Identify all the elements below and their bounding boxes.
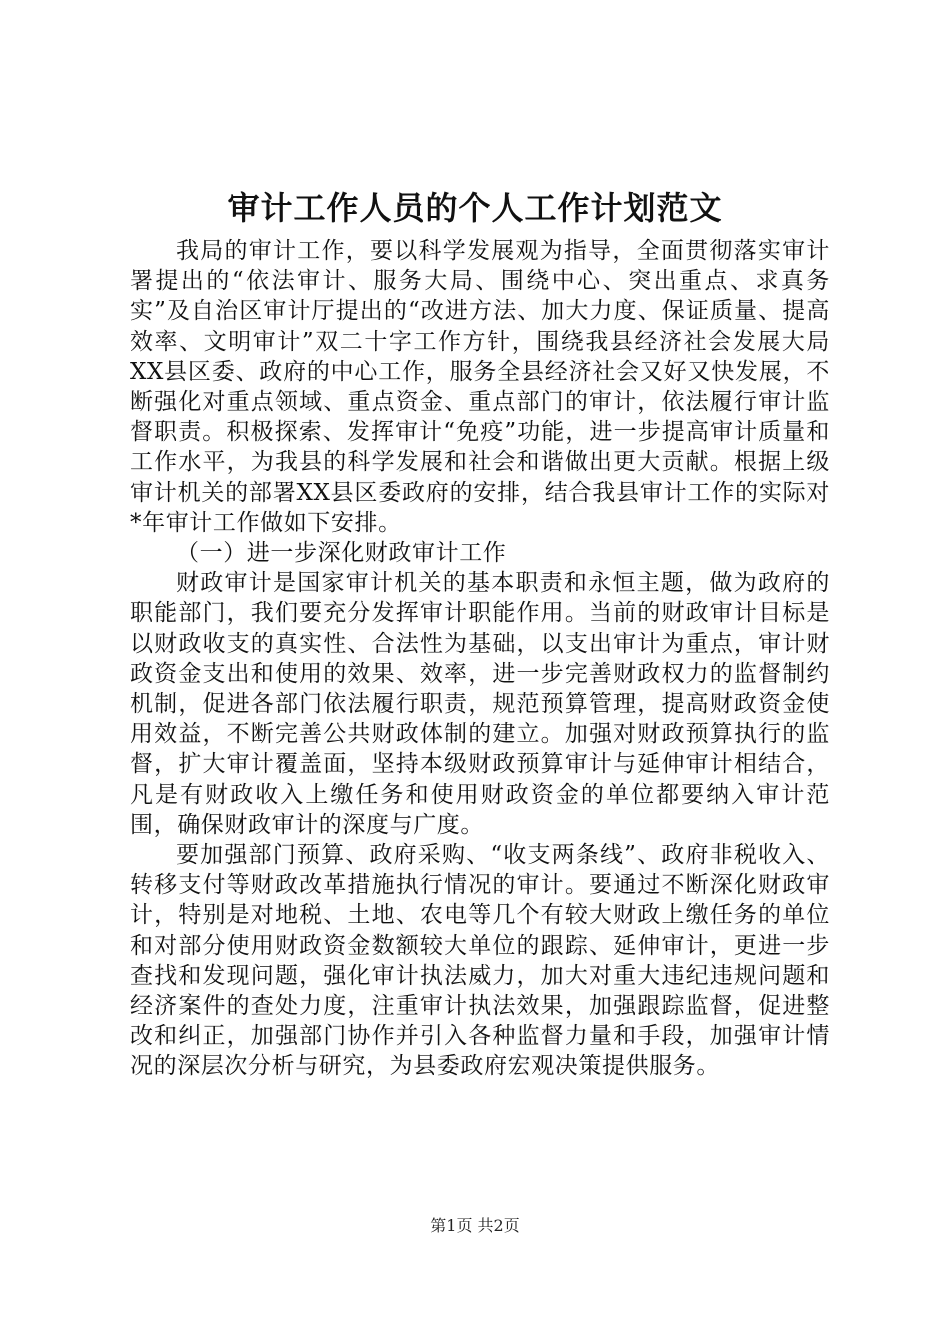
- page-indicator: 第1页 共2页: [430, 1216, 520, 1235]
- body-paragraph: 要加强部门预算、政府采购、“收支两条线”、政府非税收入、转移支付等财政改革措施执行情况的审计。要通过不断深化财政审计，特别是对地税、土地、农电等几个有较大财政上缴任务的单位和对部分使用财政资金数额较大单位的跟踪、延伸审计，更进一步查找和发现问题，强化审计执法威力，加大对重大违纪违规问题和经济案件的查处力度，注重审计执法效果，加强跟踪监督，促进整改和纠正，加强部门协作并引入各种监督力量和手段，加强审计情况的深层次分析与研究，为县委政府宏观决策提供服务。: [130, 842, 830, 1080]
- document-title: 审计工作人员的个人工作计划范文: [227, 189, 723, 227]
- body-paragraph: 财政审计是国家审计机关的基本职责和永恒主题，做为政府的职能部门，我们要充分发挥审计职能作用。当前的财政审计目标是以财政收支的真实性、合法性为基础，以支出审计为重点，审计财政资金支出和使用的效果、效率，进一步完善财政权力的监督制约机制，促进各部门依法履行职责，规范预算管理，提高财政资金使用效益，不断完善公共财政体制的建立。加强对财政预算执行的监督，扩大审计覆盖面，坚持本级财政预算审计与延伸审计相结合，凡是有财政收入上缴任务和使用财政资金的单位都要纳入审计范围，确保财政审计的深度与广度。: [130, 570, 830, 838]
- intro-paragraph: 我局的审计工作，要以科学发展观为指导，全面贯彻落实审计署提出的“依法审计、服务大局、围绕中心、突出重点、求真务实”及自治区审计厅提出的“改进方法、加大力度、保证质量、提高效率、文明审计”双二十字工作方针，围绕我县经济社会发展大局XX县区委、政府的中心工作，服务全县经济社会又好又快发展，不断强化对重点领域、重点资金、重点部门的审计，依法履行审计监督职责。积极探索、发挥审计“免疫”功能，进一步提高审计质量和工作水平，为我县的科学发展和社会和谐做出更大贡献。根据上级审计机关的部署XX县区委政府的安排，结合我县审计工作的实际对*年审计工作做如下安排。: [130, 238, 830, 536]
- document-body: [130, 236, 830, 1082]
- section-heading: （一）进一步深化财政审计工作: [176, 540, 507, 567]
